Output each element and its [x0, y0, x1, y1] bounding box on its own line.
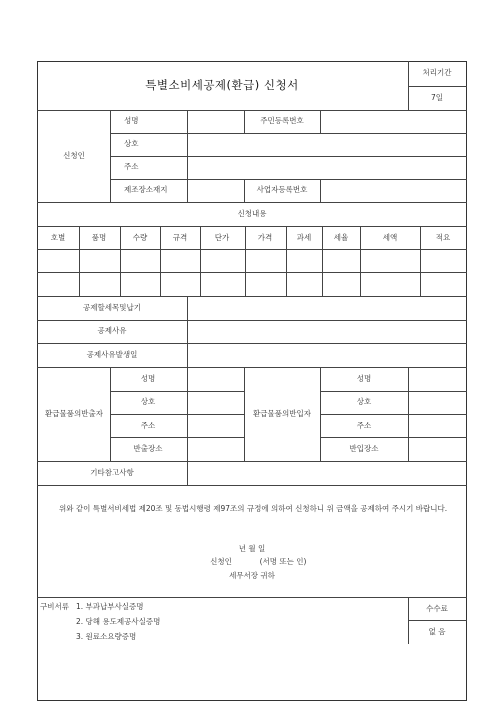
applicant-row-line	[110, 179, 467, 180]
carrier-in-address-label: 주소	[356, 421, 372, 430]
applicant-row-line	[110, 133, 467, 134]
carrier-divider	[110, 367, 111, 461]
applicant-business-no-label: 사업자등록번호	[256, 185, 308, 194]
carrier-out-row-line	[110, 414, 244, 415]
signer-label: 신청인	[210, 557, 232, 566]
applicant-name-divider	[244, 110, 245, 133]
declaration-text: 위와 같이 특별서비세법 제20조 및 동법시행령 제97조의 규정에 의하여 신청하니 위 금액을 공제하여 주시기 바랍니다.	[59, 504, 448, 513]
carrier-divider	[320, 367, 321, 461]
carrier-out-row-line	[110, 391, 244, 392]
other-bottom-line	[37, 485, 467, 486]
details-col-divider	[322, 226, 323, 296]
carrier-divider	[187, 367, 188, 461]
fee-value: 없 음	[428, 627, 446, 636]
column-header: 수량	[132, 233, 148, 242]
details-col-divider	[286, 226, 287, 296]
signature-hint: (서명 또는 인)	[259, 557, 307, 566]
carrier-divider	[244, 367, 245, 461]
deduction-reason-date-label: 공제사유발생일	[86, 350, 138, 359]
other-divider	[187, 461, 188, 485]
date-line: 년 월 일	[238, 544, 266, 553]
details-col-divider	[360, 226, 361, 296]
details-col-divider	[160, 226, 161, 296]
documents-label: 구비서류	[40, 602, 69, 611]
details-col-divider	[120, 226, 121, 296]
carrier-in-row-line	[320, 414, 467, 415]
deduction-line	[37, 320, 467, 321]
document-item: 2. 당해 용도제공사실증명	[76, 617, 161, 626]
column-header: 품명	[91, 233, 107, 242]
other-top-line	[37, 461, 467, 462]
carrier-in-row-line	[320, 437, 467, 438]
carrier-out-trade-name-label: 상호	[140, 397, 156, 406]
applicant-top-line	[37, 110, 467, 111]
column-header: 가격	[257, 233, 273, 242]
details-row-line	[37, 272, 467, 273]
carrier-in-place-label: 반입장소	[349, 444, 379, 453]
details-col-divider	[200, 226, 201, 296]
applicant-factory-divider	[244, 179, 245, 202]
title-divider	[408, 61, 409, 110]
applicant-factory-label: 제조장소재지	[124, 185, 168, 194]
applicant-trade-name-label: 상호	[124, 139, 139, 148]
details-section-label: 신청내용	[237, 209, 267, 218]
carrier-divider	[408, 367, 409, 461]
details-top-line	[37, 202, 467, 203]
details-row-line	[37, 249, 467, 250]
footer-top-line	[37, 597, 467, 598]
carrier-in-row-line	[320, 391, 467, 392]
document-item: 1. 부과납부사실증명	[76, 602, 144, 611]
deduction-reason-label: 공제사유	[97, 326, 127, 335]
carrier-in-trade-name-label: 상호	[356, 397, 372, 406]
details-col-divider	[420, 226, 421, 296]
document-item: 3. 원료소요량증명	[76, 632, 137, 641]
other-notes-label: 기타참고사항	[90, 468, 134, 477]
carrier-out-row-line	[110, 437, 244, 438]
column-header: 과세	[296, 233, 312, 242]
applicant-name-label: 성명	[124, 116, 139, 125]
column-header: 적요	[435, 233, 451, 242]
carrier-in-name-label: 성명	[356, 374, 372, 383]
carrier-top-line	[37, 367, 467, 368]
applicant-row-line	[110, 156, 467, 157]
carrier-out-name-label: 성명	[140, 374, 156, 383]
applicant-business-divider	[320, 179, 321, 202]
deduction-divider	[187, 296, 188, 367]
column-header: 호별	[50, 233, 66, 242]
applicant-section-label: 신청인	[63, 151, 85, 160]
column-header: 단가	[214, 233, 230, 242]
fee-label: 수수료	[426, 604, 448, 613]
deduction-tax-notice-label: 공제할세목및납기	[83, 303, 141, 312]
deduction-line	[37, 343, 467, 344]
applicant-address-label: 주소	[124, 162, 139, 171]
addressee: 세무서장 귀하	[229, 571, 275, 580]
column-header: 세율	[333, 233, 349, 242]
carrier-out-address-label: 주소	[140, 421, 156, 430]
processing-period-value: 7일	[430, 93, 444, 102]
form-title: 특별소비세공제(환급) 신청서	[145, 78, 299, 92]
applicant-resident-no-label: 주민등록번호	[260, 116, 304, 125]
details-col-divider	[245, 226, 246, 296]
carrier-out-section-label: 환급물품의반출자	[45, 409, 103, 418]
fee-divider	[408, 620, 467, 621]
column-header: 규격	[172, 233, 188, 242]
processing-period-label: 처리기간	[422, 68, 452, 77]
details-header-line	[37, 226, 467, 227]
fee-column-divider	[408, 597, 409, 644]
details-col-divider	[79, 226, 80, 296]
carrier-in-section-label: 환급물품의반입자	[253, 409, 311, 418]
applicant-resident-divider	[320, 110, 321, 133]
carrier-out-place-label: 반출장소	[133, 444, 163, 453]
processing-divider	[408, 86, 467, 87]
deduction-line	[37, 296, 467, 297]
column-header: 세액	[382, 233, 398, 242]
